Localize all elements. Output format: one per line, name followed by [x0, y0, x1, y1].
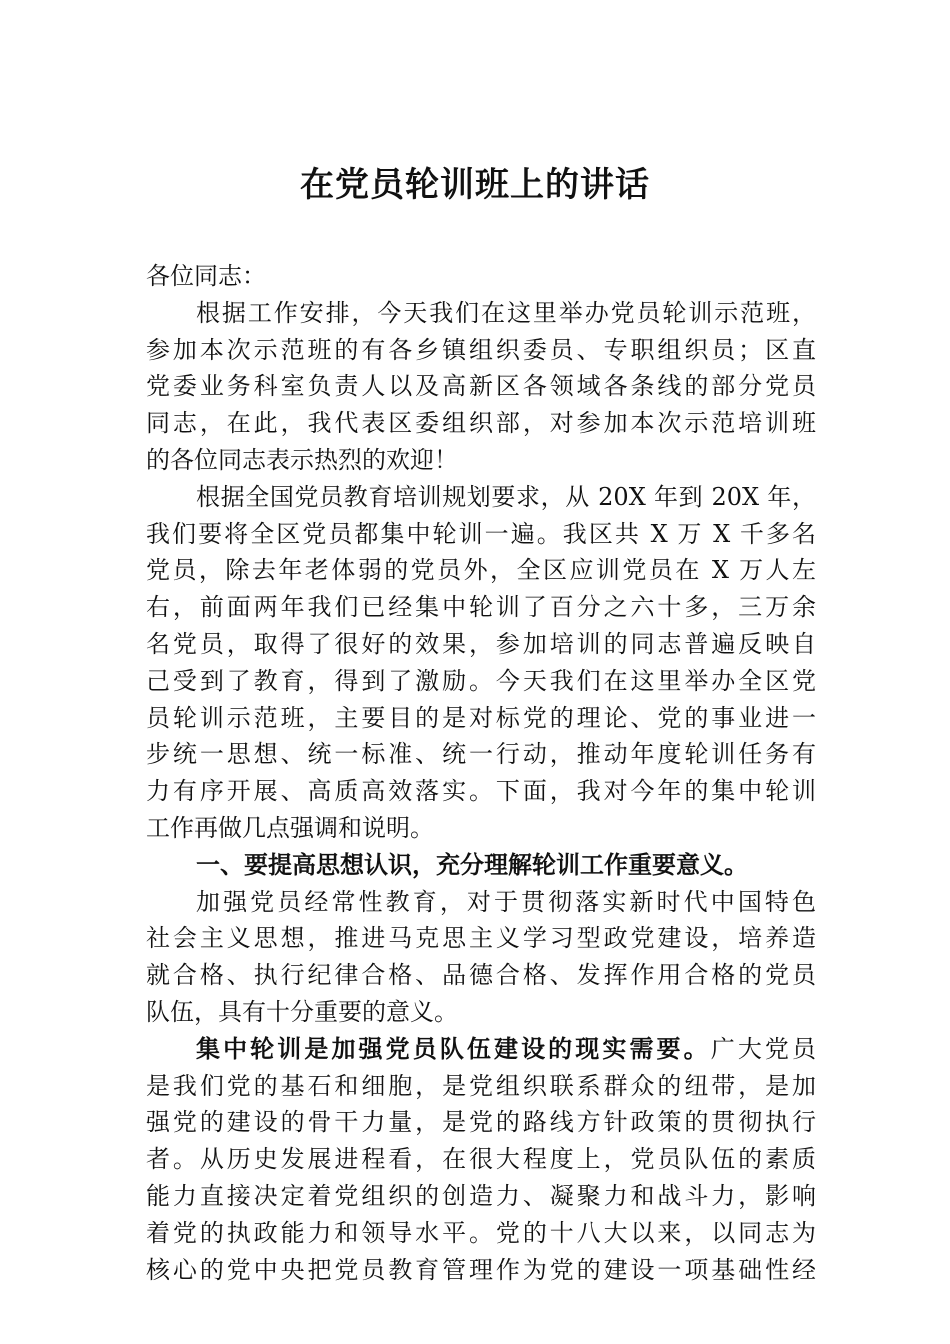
text-line: 参加本次示范班的有各乡镇组织委员、专职组织员；区直	[146, 335, 816, 364]
paragraph-welcome	[146, 295, 816, 479]
text-line: 者。从历史发展进程看，在很大程度上，党员队伍的素质	[146, 1145, 816, 1174]
salutation: 各位同志：	[146, 262, 266, 290]
text-line: 加强党员经常性教育，对于贯彻落实新时代中国特色	[196, 887, 816, 916]
text-line: 我们要将全区党员都集中轮训一遍。我区共 X 万 X 千多名	[146, 519, 816, 548]
text-line: 的各位同志表示热烈的欢迎！	[146, 445, 458, 474]
paragraph-lead: 集中轮训是加强党员队伍建设的现实需要。	[196, 1033, 711, 1063]
text-line: 就合格、执行纪律合格、品德合格、发挥作用合格的党员	[146, 961, 816, 990]
paragraph-significance	[146, 884, 816, 1031]
paragraph-practical-need	[146, 1031, 816, 1289]
text-line	[146, 1031, 816, 1068]
document-body	[146, 258, 816, 1288]
text-line: 力有序开展、高质高效落实。下面，我对今年的集中轮训	[146, 777, 816, 806]
text-line: 名党员，取得了很好的效果，参加培训的同志普遍反映自	[146, 629, 816, 658]
text-line: 根据工作安排，今天我们在这里举办党员轮训示范班，	[196, 298, 816, 327]
text-line: 右，前面两年我们已经集中轮训了百分之六十多，三万余	[146, 593, 816, 622]
text-line: 党员，除去年老体弱的党员外，全区应训党员在 X 万人左	[146, 556, 816, 585]
text-line: 能力直接决定着党组织的创造力、凝聚力和战斗力，影响	[146, 1181, 816, 1210]
document-title: 在党员轮训班上的讲话	[300, 165, 650, 205]
paragraph-lead-rest: 广大党员	[710, 1034, 817, 1063]
text-line: 党委业务科室负责人以及高新区各领域各条线的部分党员	[146, 372, 816, 401]
text-line: 是我们党的基石和细胞，是党组织联系群众的纽带，是加	[146, 1071, 816, 1100]
paragraph-training-plan	[146, 479, 816, 847]
text-line: 强党的建设的骨干力量，是党的路线方针政策的贯彻执行	[146, 1108, 816, 1137]
text-line: 同志，在此，我代表区委组织部，对参加本次示范培训班	[146, 409, 816, 438]
text-line: 工作再做几点强调和说明。	[146, 813, 434, 842]
text-line: 核心的党中央把党员教育管理作为党的建设一项基础性经	[146, 1255, 816, 1284]
text-line: 己受到了教育，得到了激励。今天我们在这里举办全区党	[146, 666, 816, 695]
text-line: 根据全国党员教育培训规划要求，从 20X 年到 20X 年，	[196, 482, 816, 511]
text-line: 员轮训示范班，主要目的是对标党的理论、党的事业进一	[146, 703, 816, 732]
text-line: 社会主义思想，推进马克思主义学习型政党建设，培养造	[146, 924, 816, 953]
text-line: 步统一思想、统一标准、统一行动，推动年度轮训任务有	[146, 740, 816, 769]
text-line: 队伍，具有十分重要的意义。	[146, 997, 458, 1026]
section-heading: 一、要提高思想认识，充分理解轮训工作重要意义。	[196, 849, 748, 879]
text-line: 着党的执政能力和领导水平。党的十八大以来，以同志为	[146, 1218, 816, 1247]
